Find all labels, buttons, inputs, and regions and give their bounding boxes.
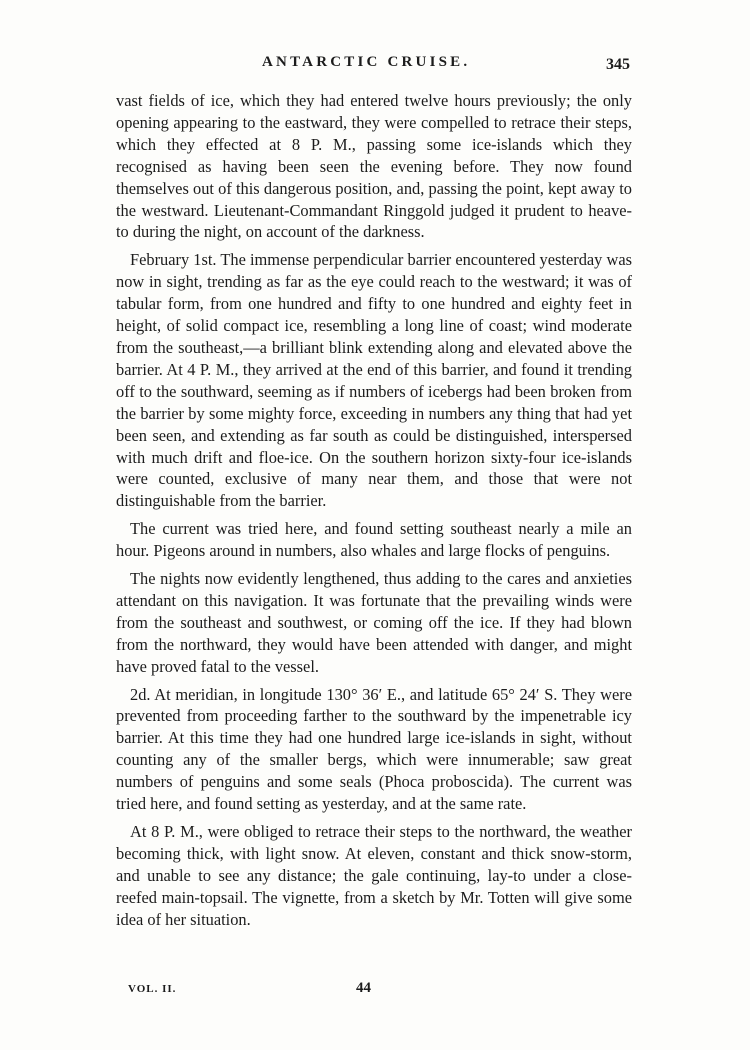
running-title: ANTARCTIC CRUISE. xyxy=(262,54,471,70)
volume-mark: VOL. II. xyxy=(128,983,177,995)
signature-mark: 44 xyxy=(356,980,371,996)
paragraph-2d-meridian: 2d. At meridian, in longitude 130° 36′ E., and latitude 65° 24′ S. They were prevented from proceeding farther to the southward by the impenetrable icy barrier. At this time they had one hundred large ice-islands in sight, without counting any of the smaller bergs, which were innumerable; saw great numbers of penguins and some seals (Phoca proboscida). The current was tried here, and found setting as yesterday, and at the same rate. xyxy=(116,684,632,814)
page-number: 345 xyxy=(606,56,630,73)
running-head xyxy=(116,52,630,78)
paragraph-february-1st: February 1st. The immense perpendicular barrier encountered yesterday was now in sight, trending as far as the eye could reach to the westward; it was of tabular form, from one hundred and fifty to one hundred and eighty feet in height, of solid compact ice, resembling a long line of coast; wind moderate from the southeast,—a brilliant blink extending along and elevated above the barrier. At 4 P. M., they arrived at the end of this barrier, and found it trending off to the southward, seeming as if numbers of icebergs had been broken from the barrier by some mighty force, exceeding in numbers any thing that had yet been seen, and extending as far south as could be distinguished, interspersed with much drift and floe-ice. On the southern horizon sixty-four ice-islands were counted, exclusive of many near them, and those that were not distinguishable from the barrier. xyxy=(116,250,632,511)
body-text xyxy=(116,90,632,937)
paragraph-8pm: At 8 P. M., were obliged to retrace their steps to the northward, the weather becoming thick, with light snow. At eleven, constant and thick snow-storm, and unable to see any distance; the gale continuing, lay-to under a close-reefed main-topsail. The vignette, from a sketch by Mr. Totten will give some idea of her situation. xyxy=(116,822,632,929)
paragraph-continued: vast fields of ice, which they had entered twelve hours previously; the only opening appearing to the eastward, they were compelled to retrace their steps, which they effected at 8 P. M., passing some ice-islands which they recognised as having been seen the evening before. They now found themselves out of this dangerous position, and, passing the point, kept away to the westward. Lieutenant-Commandant Ringgold judged it prudent to heave-to during the night, on account of the darkness. xyxy=(116,91,632,242)
paragraph-nights: The nights now evidently lengthened, thus adding to the cares and anxieties attendant on this navigation. It was fortunate that the prevailing winds were from the southeast and southwest, or coming off the ice. If they had blown from the northward, they would have been attended with danger, and might have proved fatal to the vessel. xyxy=(116,569,632,676)
paragraph-current: The current was tried here, and found setting southeast nearly a mile an hour. Pigeons around in numbers, also whales and large flocks of penguins. xyxy=(116,519,632,561)
page-footer xyxy=(116,980,632,1002)
